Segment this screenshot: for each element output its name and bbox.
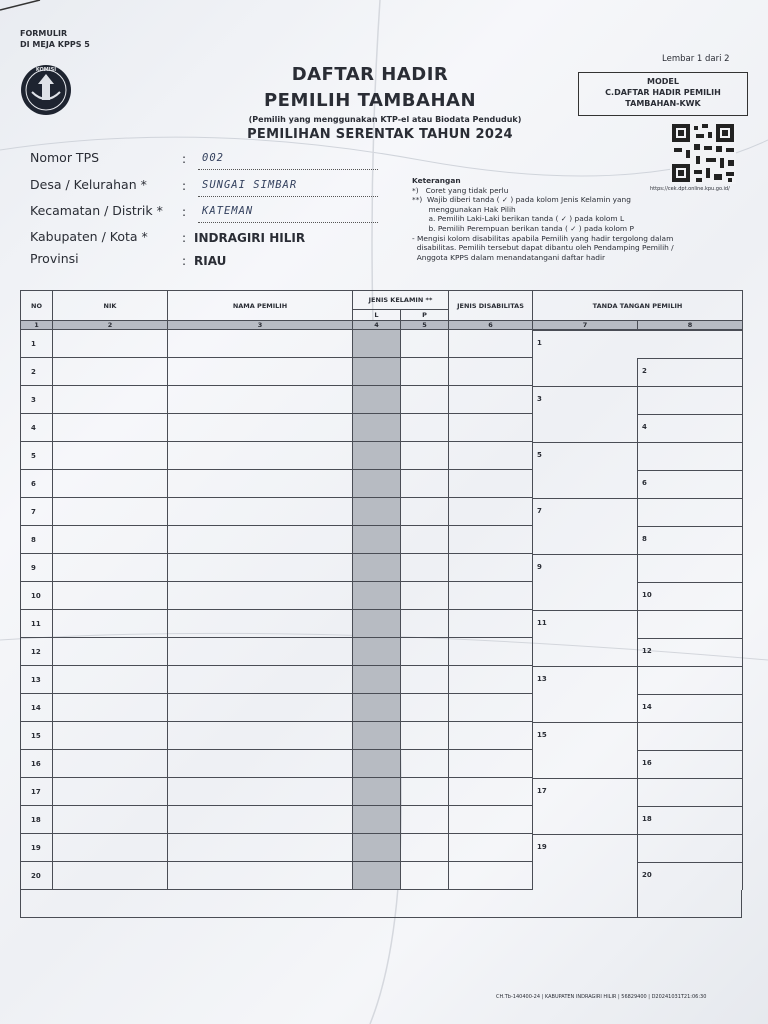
row-number: 14 [21,694,53,722]
disabilitas-cell[interactable] [449,610,533,638]
column-number: 2 [53,321,168,330]
nik-cell[interactable] [53,470,168,498]
jenis-kelamin-p-cell[interactable] [401,526,449,554]
disabilitas-cell[interactable] [449,582,533,610]
attendance-table [20,290,743,890]
table-row [21,638,743,666]
jenis-kelamin-l-cell[interactable] [353,330,401,358]
page-title-line1: DAFTAR HADIR [291,64,449,85]
header-l: L [353,310,401,321]
jenis-kelamin-l-cell[interactable] [353,666,401,694]
jenis-kelamin-l-cell[interactable] [353,750,401,778]
field-colon: : [182,254,187,268]
signature-box[interactable] [637,862,743,863]
row-number: 5 [21,442,53,470]
jenis-kelamin-p-cell[interactable] [401,470,449,498]
jenis-kelamin-l-cell[interactable] [353,722,401,750]
disabilitas-cell[interactable] [449,806,533,834]
row-number: 7 [21,498,53,526]
logo-text: KOMISI [35,67,57,73]
row-number: 2 [21,358,53,386]
signature-number: 17 [537,787,547,796]
signature-number: 4 [642,423,647,432]
signature-box[interactable] [532,386,743,387]
table-row [21,470,743,498]
nama-pemilih-cell[interactable] [168,582,353,610]
nik-cell[interactable] [53,806,168,834]
jenis-kelamin-p-cell[interactable] [401,694,449,722]
jenis-kelamin-l-cell[interactable] [353,358,401,386]
jenis-kelamin-p-cell[interactable] [401,582,449,610]
signature-box[interactable] [532,610,743,611]
row-number: 11 [21,610,53,638]
signature-box[interactable] [532,666,743,667]
jenis-kelamin-l-cell[interactable] [353,834,401,862]
nik-cell[interactable] [53,526,168,554]
field-label-kecamatan: Kecamatan / Distrik * [30,203,163,218]
table-row [21,442,743,470]
disabilitas-cell[interactable] [449,470,533,498]
notes-line: menggunakan Hak Pilih [412,204,516,214]
disabilitas-cell[interactable] [449,638,533,666]
table-row [21,330,743,358]
jenis-kelamin-p-cell[interactable] [401,806,449,834]
nama-pemilih-cell[interactable] [168,414,353,442]
field-colon: : [182,231,187,245]
table-row [21,722,743,750]
field-value-desa: SUNGAI SIMBAR [202,179,298,191]
column-number: 3 [168,321,353,330]
column-number: 8 [638,321,743,330]
disabilitas-cell[interactable] [449,778,533,806]
nama-pemilih-cell[interactable] [168,806,353,834]
table-row [21,582,743,610]
signature-box[interactable] [637,806,743,807]
nik-cell[interactable] [53,610,168,638]
row-number: 12 [21,638,53,666]
kpu-emblem-icon [20,62,72,118]
signature-box[interactable] [532,834,743,835]
signature-box[interactable] [532,778,743,779]
nama-pemilih-cell[interactable] [168,554,353,582]
row-number: 3 [21,386,53,414]
row-number: 4 [21,414,53,442]
column-number: 4 [353,321,401,330]
signature-number: 2 [642,367,647,376]
header-no: NO [21,291,53,321]
jenis-kelamin-l-cell[interactable] [353,414,401,442]
row-number: 16 [21,750,53,778]
jenis-kelamin-l-cell[interactable] [353,470,401,498]
signature-box[interactable] [637,694,743,695]
signature-number: 1 [537,339,542,348]
jenis-kelamin-p-cell[interactable] [401,722,449,750]
signature-box[interactable] [637,414,743,415]
notes-title: Keterangan [412,176,461,185]
field-label-desa: Desa / Kelurahan * [30,177,147,192]
signature-box[interactable] [637,358,743,359]
jenis-kelamin-l-cell[interactable] [353,582,401,610]
signature-box[interactable] [532,442,743,443]
nik-cell[interactable] [53,414,168,442]
row-number: 9 [21,554,53,582]
signature-box[interactable] [637,638,743,639]
nama-pemilih-cell[interactable] [168,386,353,414]
field-value-kecamatan: KATEMAN [202,205,254,217]
table-row [21,526,743,554]
jenis-kelamin-l-cell[interactable] [353,526,401,554]
disabilitas-cell[interactable] [449,414,533,442]
field-value-nomor-tps: 002 [202,152,224,164]
jenis-kelamin-l-cell[interactable] [353,862,401,890]
nik-cell[interactable] [53,358,168,386]
field-value-kabupaten: INDRAGIRI HILIR [194,231,306,245]
signature-number: 12 [642,647,652,656]
table-row [21,554,743,582]
table-row [21,610,743,638]
nama-pemilih-cell[interactable] [168,834,353,862]
signature-number: 18 [642,815,652,824]
signature-box[interactable] [637,582,743,583]
nik-cell[interactable] [53,834,168,862]
signature-number: 3 [537,395,542,404]
nik-cell[interactable] [53,330,168,358]
field-label-kabupaten: Kabupaten / Kota * [30,229,148,244]
page-title-line3: PEMILIHAN SERENTAK TAHUN 2024 [247,127,513,142]
jenis-kelamin-p-cell[interactable] [401,498,449,526]
field-dotted-line [198,168,378,170]
jenis-kelamin-l-cell[interactable] [353,386,401,414]
header-p: P [401,310,449,321]
signature-box[interactable] [532,554,743,555]
row-number: 1 [21,330,53,358]
jenis-kelamin-p-cell[interactable] [401,666,449,694]
signature-number: 8 [642,535,647,544]
jenis-kelamin-l-cell[interactable] [353,806,401,834]
signature-number: 16 [642,759,652,768]
footer-code: CH.Tb-140400-24 | KABUPATEN INDRAGIRI HILIR | 56829400 | D20241031T21:06:30 [496,994,707,1000]
column-number: 1 [21,321,53,330]
jenis-kelamin-l-cell[interactable] [353,778,401,806]
disabilitas-cell[interactable] [449,330,533,358]
disabilitas-cell[interactable] [449,526,533,554]
disabilitas-cell[interactable] [449,554,533,582]
row-number: 20 [21,862,53,890]
table-row [21,778,743,806]
form-tag-line2: DI MEJA KPPS 5 [20,40,90,49]
table-row [21,834,743,862]
model-box-line2: C.DAFTAR HADIR PEMILIH [605,88,721,97]
jenis-kelamin-p-cell[interactable] [401,610,449,638]
disabilitas-cell[interactable] [449,498,533,526]
signature-box[interactable] [637,470,743,471]
disabilitas-cell[interactable] [449,694,533,722]
nama-pemilih-cell[interactable] [168,694,353,722]
form-tag-line1: FORMULIR [20,29,68,38]
row-number: 15 [21,722,53,750]
field-colon: : [182,152,187,166]
disabilitas-cell[interactable] [449,358,533,386]
notes-line: **) Wajib diberi tanda ( ✓ ) pada kolom Jenis Kelamin yang [412,195,631,205]
field-value-provinsi: RIAU [194,254,227,268]
nama-pemilih-cell[interactable] [168,778,353,806]
table-row [21,666,743,694]
disabilitas-cell[interactable] [449,722,533,750]
row-number: 6 [21,470,53,498]
jenis-kelamin-p-cell[interactable] [401,778,449,806]
table-row [21,862,743,890]
nik-cell[interactable] [53,666,168,694]
header-tanda-tangan: TANDA TANGAN PEMILIH [533,291,743,321]
notes-line: *) Coret yang tidak perlu [412,185,509,195]
column-number: 5 [401,321,449,330]
nik-cell[interactable] [53,442,168,470]
nama-pemilih-cell[interactable] [168,470,353,498]
field-label-nomor-tps: Nomor TPS [30,150,100,165]
signature-box[interactable] [637,750,743,751]
header-disabilitas: JENIS DISABILITAS [449,291,533,321]
table-row [21,806,743,834]
disabilitas-cell[interactable] [449,750,533,778]
table-row [21,694,743,722]
signature-box[interactable] [532,330,743,331]
notes [412,176,762,262]
nama-pemilih-cell[interactable] [168,638,353,666]
qr-code-icon [670,122,736,184]
table-bottom-strip [20,890,742,918]
qr-url: https://cek.dpt.online.kpu.go.id/ [650,186,730,192]
row-number: 13 [21,666,53,694]
table-row [21,414,743,442]
nik-cell[interactable] [53,862,168,890]
notes-line: - Mengisi kolom disabilitas apabila Pemilih yang hadir tergolong dalam [412,233,674,243]
signature-box[interactable] [637,526,743,527]
table-row [21,498,743,526]
jenis-kelamin-p-cell[interactable] [401,386,449,414]
jenis-kelamin-p-cell[interactable] [401,862,449,890]
field-colon: : [182,205,187,219]
jenis-kelamin-p-cell[interactable] [401,554,449,582]
nama-pemilih-cell[interactable] [168,358,353,386]
signature-number: 5 [537,451,542,460]
jenis-kelamin-p-cell[interactable] [401,330,449,358]
nik-cell[interactable] [53,498,168,526]
nik-cell[interactable] [53,750,168,778]
nama-pemilih-cell[interactable] [168,750,353,778]
nama-pemilih-cell[interactable] [168,666,353,694]
model-box-line3: TAMBAHAN-KWK [625,99,701,108]
notes-line: b. Pemilih Perempuan berikan tanda ( ✓ ) pada kolom P [412,223,634,233]
disabilitas-cell[interactable] [449,386,533,414]
page-subtitle: (Pemilih yang menggunakan KTP-el atau Biodata Penduduk) [248,115,522,124]
page-title-line2: PEMILIH TAMBAHAN [263,90,477,111]
table-row [21,750,743,778]
jenis-kelamin-l-cell[interactable] [353,554,401,582]
disabilitas-cell[interactable] [449,442,533,470]
jenis-kelamin-p-cell[interactable] [401,834,449,862]
nik-cell[interactable] [53,722,168,750]
nik-cell[interactable] [53,778,168,806]
nik-cell[interactable] [53,554,168,582]
signature-area[interactable] [533,330,743,358]
form-tag [20,28,90,50]
signature-number: 20 [642,871,652,880]
table-row [21,358,743,386]
signature-number: 6 [642,479,647,488]
field-dotted-line [198,195,378,197]
nik-cell[interactable] [53,582,168,610]
signature-number: 13 [537,675,547,684]
jenis-kelamin-p-cell[interactable] [401,638,449,666]
notes-line: a. Pemilih Laki-Laki berikan tanda ( ✓ ) pada kolom L [412,214,625,224]
header-nik: NIK [53,291,168,321]
nama-pemilih-cell[interactable] [168,330,353,358]
row-number: 19 [21,834,53,862]
field-label-provinsi: Provinsi [30,251,79,266]
model-box-line1: MODEL [647,77,679,86]
notes-line: Anggota KPPS dalam menandatangani daftar hadir [412,252,606,262]
signature-number: 14 [642,703,652,712]
nama-pemilih-cell[interactable] [168,498,353,526]
signature-number: 15 [537,731,547,740]
disabilitas-cell[interactable] [449,834,533,862]
signature-box[interactable] [532,498,743,499]
column-number: 6 [449,321,533,330]
nama-pemilih-cell[interactable] [168,610,353,638]
jenis-kelamin-p-cell[interactable] [401,442,449,470]
jenis-kelamin-p-cell[interactable] [401,358,449,386]
nama-pemilih-cell[interactable] [168,862,353,890]
row-number: 10 [21,582,53,610]
header-jenis-kelamin: JENIS KELAMIN ** [353,291,449,310]
jenis-kelamin-l-cell[interactable] [353,610,401,638]
disabilitas-cell[interactable] [449,666,533,694]
notes-line: disabilitas. Pemilih tersebut dapat dibantu oleh Pendamping Pemilih / [412,243,674,253]
nik-cell[interactable] [53,638,168,666]
row-number: 17 [21,778,53,806]
jenis-kelamin-l-cell[interactable] [353,498,401,526]
row-number: 18 [21,806,53,834]
signature-number: 11 [537,619,547,628]
jenis-kelamin-l-cell[interactable] [353,694,401,722]
disabilitas-cell[interactable] [449,862,533,890]
sheet-number: Lembar 1 dari 2 [662,54,730,64]
jenis-kelamin-p-cell[interactable] [401,414,449,442]
signature-divider [637,862,638,918]
signature-number: 7 [537,507,542,516]
jenis-kelamin-l-cell[interactable] [353,442,401,470]
jenis-kelamin-p-cell[interactable] [401,750,449,778]
nik-cell[interactable] [53,386,168,414]
signature-box[interactable] [532,722,743,723]
nama-pemilih-cell[interactable] [168,526,353,554]
row-number: 8 [21,526,53,554]
header-nama: NAMA PEMILIH [168,291,353,321]
model-box [578,72,748,116]
nama-pemilih-cell[interactable] [168,722,353,750]
nama-pemilih-cell[interactable] [168,442,353,470]
nik-cell[interactable] [53,694,168,722]
signature-number: 19 [537,843,547,852]
column-number: 7 [533,321,638,330]
jenis-kelamin-l-cell[interactable] [353,638,401,666]
signature-number: 10 [642,591,652,600]
signature-number: 9 [537,563,542,572]
field-colon: : [182,179,187,193]
table-row [21,386,743,414]
field-dotted-line [198,221,378,223]
